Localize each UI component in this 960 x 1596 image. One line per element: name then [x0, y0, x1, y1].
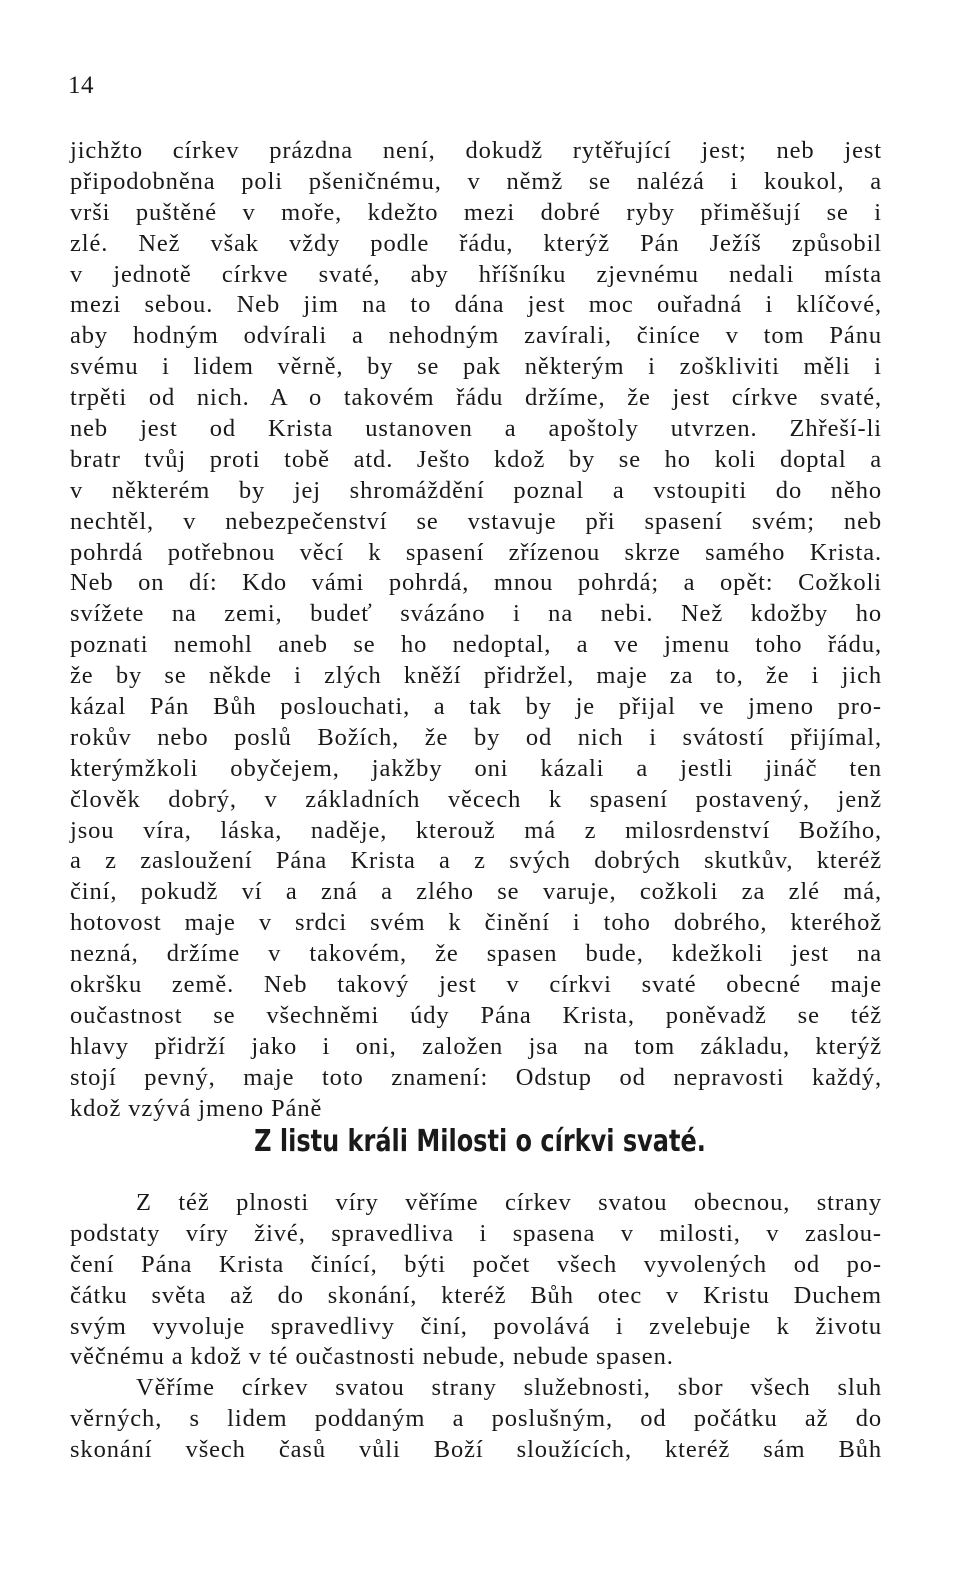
- paragraph-continuation: [70, 136, 882, 1125]
- text-line: čení Pána Krista činící, býti počet všech vyvolených od po-: [70, 1250, 882, 1278]
- text-line: člověk dobrý, v základních věcech k spasení postavený, jenž: [70, 785, 882, 813]
- text-line: jichžto církev prázdna není, dokudž rytěřující jest; neb jest: [70, 137, 882, 164]
- text-line: Z též plnosti víry věříme církev svatou obecnou, strany: [136, 1189, 882, 1216]
- text-line: věrných, s lidem poddaným a poslušným, od počátku až do: [70, 1404, 882, 1432]
- text-line: kázal Pán Bůh poslouchati, a tak by je přijal ve jmeno pro-: [70, 693, 882, 721]
- text-line: a z zasloužení Pána Krista a z svých dobrých skutkův, kteréž: [70, 847, 882, 875]
- text-line: bratr tvůj proti tobě atd. Ješto kdož by se ho koli doptal a: [70, 445, 882, 473]
- text-line: hotovost maje v srdci svém k činění i toho dobrého, kteréhož: [70, 909, 882, 937]
- text-line: podstaty víry živé, spravedliva i spasena v milosti, v zaslou-: [70, 1219, 882, 1247]
- text-line: svým vyvoluje spravedlivy činí, povolává i zvelebuje k životu: [70, 1312, 882, 1340]
- text-line: hlavy přidrží jako i oni, založen jsa na tom základu, kterýž: [70, 1032, 882, 1060]
- text-line: skonání všech časů vůli Boží sloužících, kteréž sám Bůh: [70, 1435, 882, 1463]
- text-line: trpěti od nich. A o takovém řádu držíme, že jest církve svaté,: [70, 384, 882, 412]
- text-line: neb jest od Krista ustanoven a apoštoly utvrzen. Zhřeší-li: [70, 415, 882, 443]
- text-line: věčnému a kdož v té oučastnosti nebude, nebude spasen.: [70, 1343, 674, 1371]
- text-line: svížete na zemi, budeť svázáno i na nebi. Než kdožby ho: [70, 600, 882, 628]
- text-line: zlé. Než však vždy podle řádu, kterýž Pán Ježíš způsobil: [70, 229, 882, 257]
- text-line: aby hodným odvírali a nehodným zavírali, činíce v tom Pánu: [70, 322, 882, 350]
- text-line: nezná, držíme v takovém, že spasen bude, kdežkoli jest na: [70, 940, 882, 968]
- text-line: vrši puštěné v moře, kdežto mezi dobré ryby přiměšují se i: [70, 198, 882, 226]
- text-line: připodobněna poli pšeničnému, v němž se nalézá i koukol, a: [70, 167, 882, 195]
- text-line: kdož vzývá jmeno Páně: [70, 1094, 323, 1122]
- text-line: poznati nemohl aneb se ho nedoptal, a ve jmenu toho řádu,: [70, 631, 882, 659]
- text-line: nechtěl, v nebezpečenství se vstavuje při spasení svém; neb: [70, 507, 882, 535]
- text-line: Věříme církev svatou strany služebnosti, sbor všech sluh: [136, 1374, 882, 1401]
- text-line: mezi sebou. Neb jim na to dána jest moc ouřadná i klíčové,: [70, 291, 882, 319]
- text-line: oučastnost se všechněmi údy Pána Krista, poněvadž se též: [70, 1001, 882, 1029]
- section-heading: Z listu králi Milosti o církvi svaté.: [254, 1124, 706, 1159]
- text-line: kterýmžkoli obyčejem, jakžby oni kázali a jestli jináč ten: [70, 754, 882, 782]
- text-line: rokův nebo poslů Božích, že by od nich i svátostí přijímal,: [70, 723, 882, 751]
- text-line: čátku světa až do skonání, kteréž Bůh otec v Kristu Duchem: [70, 1281, 882, 1309]
- text-line: v některém by jej shromáždění poznal a vstoupiti do něho: [70, 476, 882, 504]
- text-line: stojí pevný, maje toto znamení: Odstup od nepravosti každý,: [70, 1063, 882, 1091]
- page-number: 14: [68, 72, 94, 99]
- text-line: okršku země. Neb takový jest v církvi svaté obecné maje: [70, 971, 882, 999]
- text-line: svému i lidem věrně, by se pak některým i zoškliviti měli i: [70, 353, 882, 381]
- text-line: že by se někde i zlých kněží přidržel, maje za to, že i jich: [70, 662, 882, 690]
- text-line: činí, pokudž ví a zná a zlého se varuje, cožkoli za zlé má,: [70, 878, 882, 906]
- text-line: v jednotě církve svaté, aby hříšníku zjevnému nedali místa: [70, 260, 882, 288]
- text-line: jsou víra, láska, naděje, kterouž má z milosrdenství Božího,: [70, 816, 882, 844]
- text-line: pohrdá potřebnou věcí k spasení zřízenou skrze samého Krista.: [70, 538, 882, 566]
- paragraph-verime-cirkev: [70, 1373, 882, 1466]
- paragraph-plnosti-viry: [70, 1188, 882, 1373]
- text-line: Neb on dí: Kdo vámi pohrdá, mnou pohrdá; a opět: Cožkoli: [70, 569, 882, 597]
